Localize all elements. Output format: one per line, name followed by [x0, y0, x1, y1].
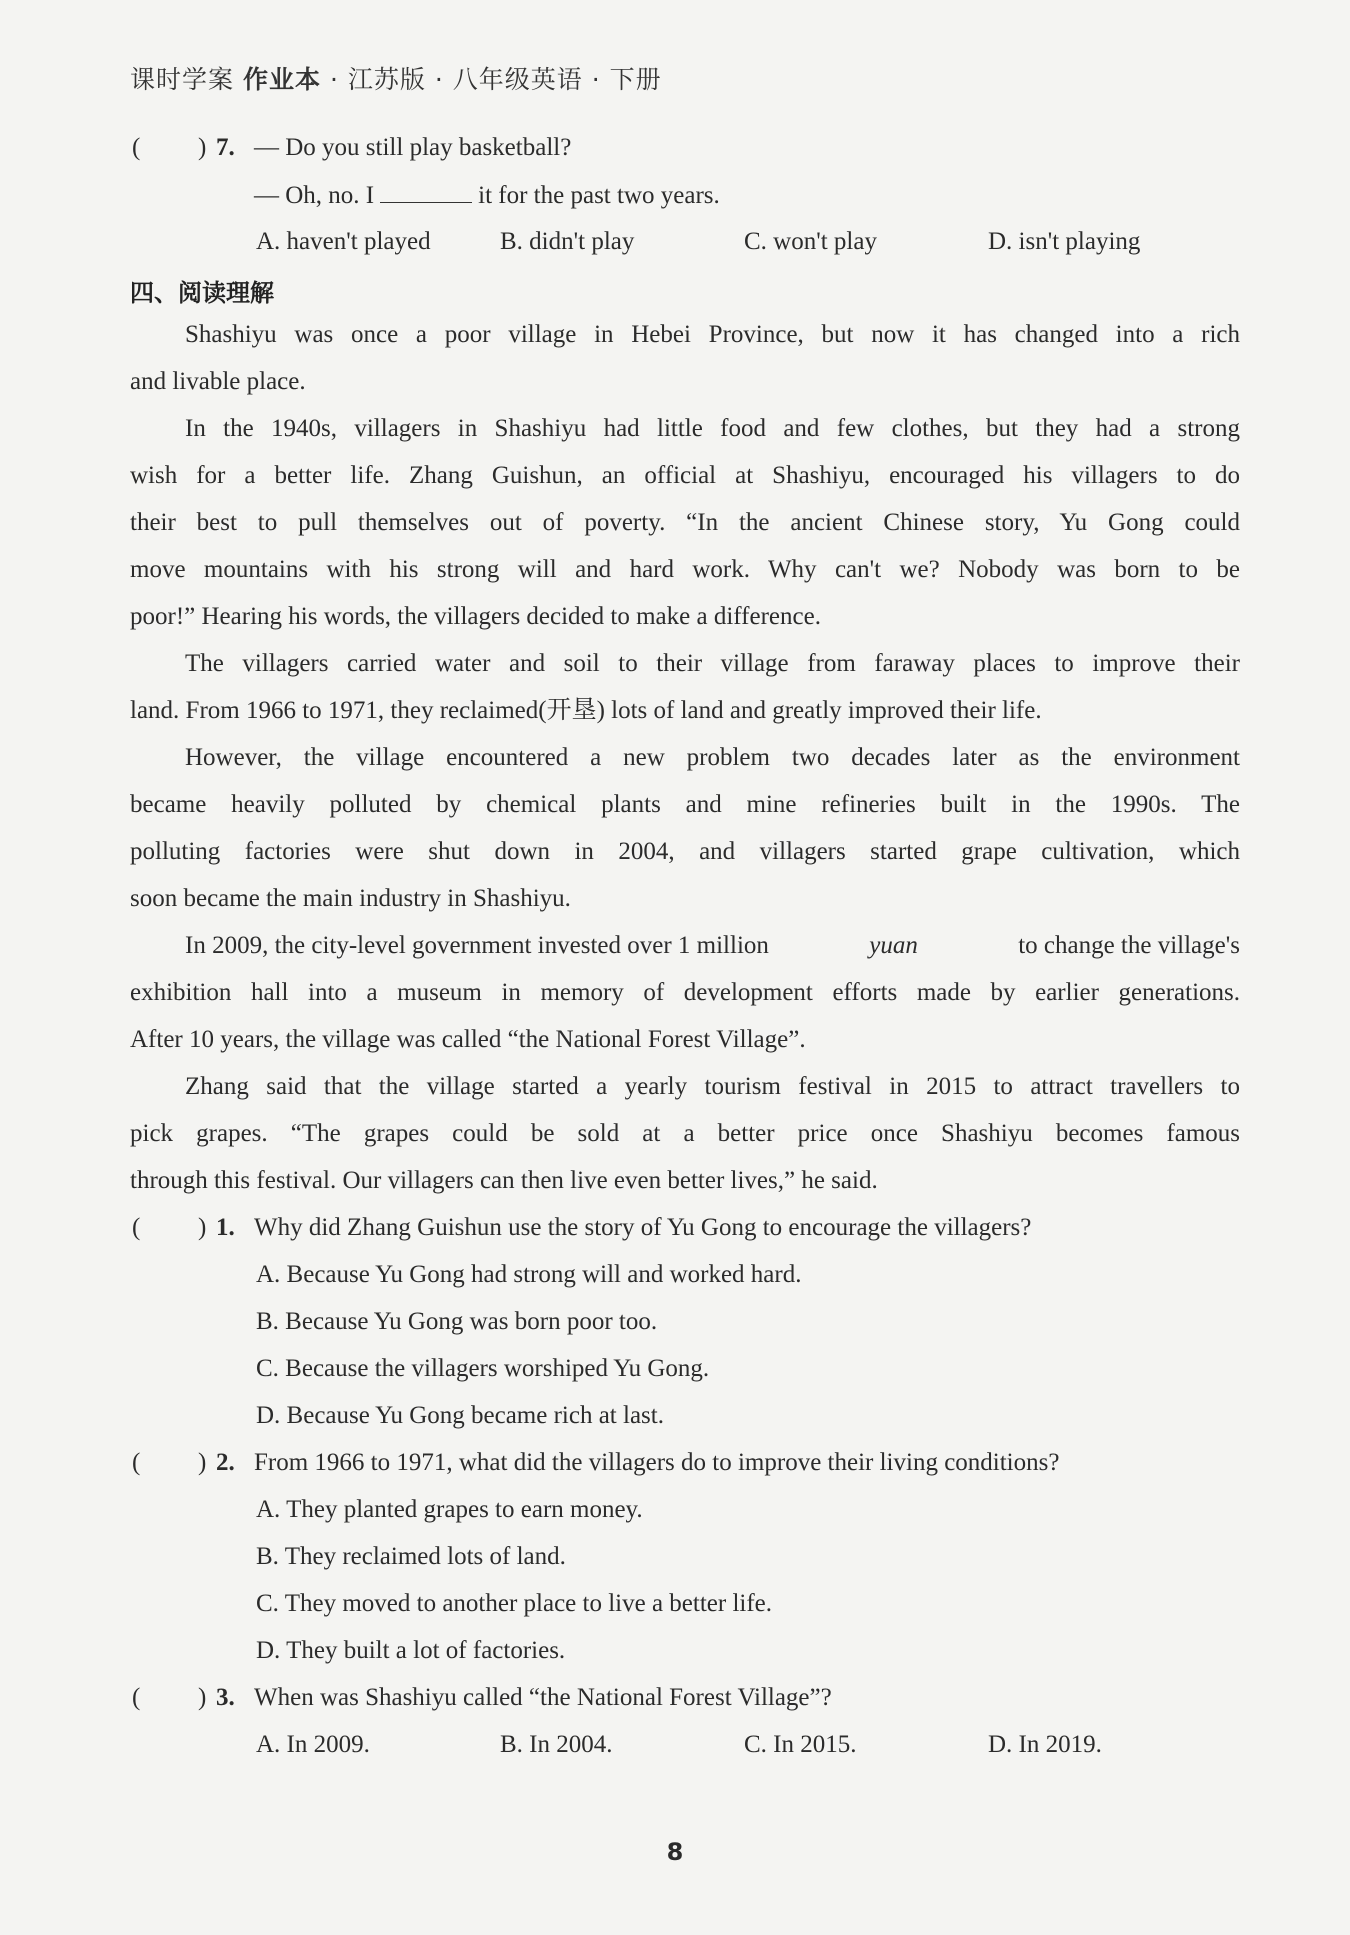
header-dot-3: · [591, 65, 601, 94]
q7-option-d: D. isn't playing [988, 228, 1141, 255]
question-number: 7. [216, 134, 235, 161]
dialogue-line-1: — Do you still play basketball? [254, 134, 572, 161]
answer-paren-close: ) [198, 1684, 207, 1711]
passage-line: wish for a better life. Zhang Guishun, an official at Shashiyu, encouraged his villagers to do [130, 462, 1240, 489]
question-text: Why did Zhang Guishun use the story of Yu Gong to encourage the villagers? [254, 1214, 1032, 1241]
option-a: A. They planted grapes to earn money. [256, 1496, 643, 1523]
option-c: C. Because the villagers worshiped Yu Gong. [256, 1355, 710, 1382]
option-a: A. Because Yu Gong had strong will and worked hard. [256, 1261, 802, 1288]
question-text: From 1966 to 1971, what did the villagers do to improve their living conditions? [254, 1449, 1060, 1476]
passage-line: move mountains with his strong will and hard work. Why can't we? Nobody was born to be [130, 556, 1240, 583]
option-d: D. They built a lot of factories. [256, 1637, 566, 1664]
option-d: D. Because Yu Gong became rich at last. [256, 1402, 664, 1429]
answer-paren-close: ) [198, 134, 207, 161]
header-book: 作业本 [242, 65, 321, 94]
passage-line: land. From 1966 to 1971, they reclaimed(开垦) lots of land and greatly improved their life. [130, 697, 1042, 724]
header-grade-subject: 八年级英语 [452, 65, 583, 94]
q7-option-a: A. haven't played [256, 228, 431, 255]
passage-line [185, 931, 1240, 961]
passage-line: poor!” Hearing his words, the villagers decided to make a difference. [130, 603, 821, 630]
passage-line-post: to change the village's [1018, 932, 1240, 959]
question-number: 3. [216, 1684, 235, 1711]
header-dot-2: · [434, 65, 444, 94]
answer-paren-open: ( [132, 134, 141, 161]
passage-line: However, the village encountered a new problem two decades later as the environment [185, 744, 1240, 771]
header-series: 课时学案 [130, 65, 235, 94]
passage-line-pre: In 2009, the city-level government invested over 1 million [185, 932, 769, 959]
option-b: B. They reclaimed lots of land. [256, 1543, 566, 1570]
answer-paren-close: ) [198, 1214, 207, 1241]
section-title: 四、阅读理解 [130, 279, 274, 307]
header-dot-1: · [329, 65, 339, 94]
dialogue-line-2-pre: — Oh, no. I [254, 182, 375, 209]
dialogue-line-2 [254, 180, 720, 211]
passage-line: and livable place. [130, 368, 306, 395]
option-b: B. Because Yu Gong was born poor too. [256, 1308, 658, 1335]
dialogue-line-2-post: it for the past two years. [478, 182, 720, 209]
passage-line: Zhang said that the village started a yearly tourism festival in 2015 to attract travellers to [185, 1073, 1240, 1100]
header-edition: 江苏版 [347, 65, 426, 94]
passage-line: soon became the main industry in Shashiyu. [130, 885, 571, 912]
option-b: B. In 2004. [500, 1731, 613, 1758]
header-volume: 下册 [609, 65, 662, 94]
question-text: When was Shashiyu called “the National Forest Village”? [254, 1684, 832, 1711]
passage-line: polluting factories were shut down in 2004, and villagers started grape cultivation, which [130, 838, 1240, 865]
answer-paren-open: ( [132, 1684, 141, 1711]
option-a: A. In 2009. [256, 1731, 370, 1758]
passage-line: through this festival. Our villagers can then live even better lives,” he said. [130, 1167, 878, 1194]
question-number: 2. [216, 1449, 235, 1476]
passage-line: became heavily polluted by chemical plants and mine refineries built in the 1990s. The [130, 791, 1240, 818]
passage-line: exhibition hall into a museum in memory of development efforts made by earlier generations. [130, 979, 1240, 1006]
passage-line: their best to pull themselves out of poverty. “In the ancient Chinese story, Yu Gong could [130, 509, 1240, 536]
option-c: C. They moved to another place to live a better life. [256, 1590, 773, 1617]
passage-line: In the 1940s, villagers in Shashiyu had little food and few clothes, but they had a strong [185, 415, 1240, 442]
page-number: 8 [666, 1838, 684, 1866]
answer-paren-open: ( [132, 1214, 141, 1241]
question-number: 1. [216, 1214, 235, 1241]
fill-blank [380, 180, 472, 203]
q7-option-b: B. didn't play [500, 228, 635, 255]
passage-line: pick grapes. “The grapes could be sold at a better price once Shashiyu becomes famous [130, 1120, 1240, 1147]
answer-paren-close: ) [198, 1449, 207, 1476]
passage-line: After 10 years, the village was called “the National Forest Village”. [130, 1026, 806, 1053]
option-d: D. In 2019. [988, 1731, 1102, 1758]
passage-line: Shashiyu was once a poor village in Hebei Province, but now it has changed into a rich [185, 321, 1240, 348]
passage-line-italic: yuan [869, 932, 918, 959]
answer-paren-open: ( [132, 1449, 141, 1476]
option-c: C. In 2015. [744, 1731, 857, 1758]
passage-line: The villagers carried water and soil to their village from faraway places to improve their [185, 650, 1240, 677]
q7-option-c: C. won't play [744, 228, 877, 255]
page-header [130, 60, 662, 96]
